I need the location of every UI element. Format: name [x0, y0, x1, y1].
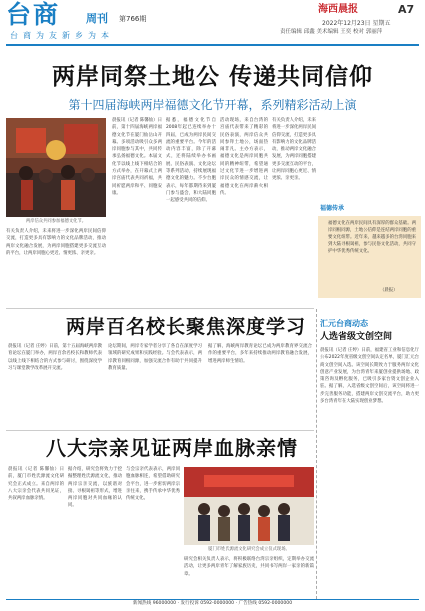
story3-photo-caption: 厦门市姓氏源流文化研究会成立仪式现场。	[208, 547, 290, 552]
story1-column-1: 晨报讯（记者 陈馨仙）日前，第十四届海峡两岸福德文化节在厦门仙岳山开幕。多项活动吸引众多两岸同胞参与其中，共同传承弘扬福德文化。本届文化节以线上线下相结合的方式举办，在开幕式上两岸宫庙代表共同祈福，共同祈愿两岸和平、同胞安康。	[112, 118, 162, 196]
masthead-title: 台商	[6, 0, 61, 29]
story3-column-2: 据介绍，研究会将致力于挖掘整理姓氏源流文化，推动两岸宗亲交流，以族谱对接、寻根谒祖等形式，增进两岸同胞对共同血缘的认同。	[68, 467, 122, 509]
page-number: A7	[398, 3, 415, 16]
sidebar-sign: （晨报）	[380, 288, 398, 293]
section-divider	[6, 308, 314, 309]
story1-headline: 两岸同祭土地公 传递共同信仰	[51, 64, 373, 90]
story3-photo	[184, 467, 314, 545]
masthead-rule	[6, 44, 419, 46]
sidebar-label: 福德传承	[320, 205, 345, 212]
section-divider	[6, 430, 314, 431]
story3-column-3: 与会宗亲代表表示，两岸同胞血脉相连，希望借助研究会平台，进一步密切两岸宗亲往来，携手传承中华优秀传统文化。	[126, 467, 180, 502]
story2-column-3: 据了解，海峡两岸教育论坛已成为两岸教育界交流合作的重要平台，多年来持续推动两岸教育融合发展，增进两岸师生情谊。	[208, 344, 312, 364]
story2-headline: 两岸百名校长聚焦深度学习	[66, 316, 307, 338]
story3-column-1: 晨报讯（记者 陈馨仙）日前，厦门市姓氏源流文化研究会正式成立。来自两岸的八大宗亲会代表共同见证，共叙两岸血脉亲情。	[8, 467, 64, 502]
story2-column-2: 论坛期间，两岸专家学者分享了各自在深度学习领域的研究成果和实践经验。与会代表表示，两岸教育同根同源，加强交流合作有助于共同提升教育质量。	[108, 344, 202, 371]
story1-subheadline: 第十四届海峡两岸福德文化节开幕，系列精彩活动上演	[68, 98, 357, 112]
masthead-edition: 第766期	[119, 15, 147, 23]
masthead-tagline: 台商为友新乡为本	[10, 31, 114, 40]
story1-photo	[6, 118, 106, 217]
story1-column-2: 据悉，福德文化节自2008年起已连续举办十四届，已成为两岸民间交流的重要平台。今年的活动内容丰富，除了开幕式，还将陆续举办书画展、民俗表演、文化论坛等系列活动，持续展现福德文化的魅力。不少台胞表示，每年都期待来到厦门参与盛会，和大陆同胞一起感受共同的信仰。	[166, 118, 216, 204]
story2-column-1: 晨报讯（记者 庄婷）日前，第十五届海峡两岸教育论坛在厦门举办，两岸百余名校长和教师代表以线上线下相结合的方式参与研讨，围绕深度学习与课堂教学改革展开交流。	[8, 344, 102, 371]
brief-label: 汇元台商动态	[320, 319, 368, 328]
story3-column-4: 研究会相关负责人表示，将积极联络台湾宗亲组织，定期举办交流活动，让更多两岸青年了解家族历史，共同书写两岸一家亲的新篇章。	[184, 557, 314, 577]
masthead	[0, 0, 425, 50]
brief-text: 晨报讯（记者 庄婷）日前，福建省工业和信息化厅公布2022年度省级文创空间认定名单，厦门汇元台商文创空间入选。该空间长期致力于服务两岸文化创意产业发展，为台湾青年来厦创业提供场地、政策咨询及孵化服务，已吸引多家台资文创企业入驻。据了解，入选省级文创空间后，该空间将进一步完善服务功能，搭建两岸文创交流平台，助力更多台湾青年在大陆实现创业梦想。	[320, 348, 419, 405]
story1-column-4: 有关负责人介绍，未来将进一步深化两岸民间信仰交流，打造更多具有影响力的文化品牌活动，推动两岸文化融合发展，为两岸同胞搭建更多交流互动的平台，让两岸同胞心更近、情更浓、亲更亲。	[272, 118, 316, 182]
brief-title: 人选省级文创空间	[320, 332, 393, 342]
page-footer: 新闻热线 96000000 · 发行投诉 0592-0000000 · 广告热线 0592-0000000	[6, 599, 419, 608]
issue-date: 2022年12月23日 星期五	[322, 20, 391, 27]
sidebar-text: 福德文化在两岸民间具有深厚的群众基础。两岸同根同源，土地公信仰是连结两岸同胞的重要文化纽带。近年来，越来越多的台湾同胞来到大陆寻根谒祖，参与民俗文化活动，共同守护中华优秀传统文化。	[328, 221, 416, 254]
editor-credits: 责任编辑 邱鑫 美术编辑 王奕 校对 郭丽萍	[280, 29, 383, 35]
masthead-weekly: 周刊	[86, 12, 108, 25]
story1-column-3: 活动现场，来自台湾的宫庙代表带来了精彩的民俗表演，两岸信众共同参拜土地公，场面热闹非凡。主办方表示，福德文化是两岸同胞共同的精神纽带，希望通过文化节进一步增进两岸民众的情感交流，让福德文化在两岸薪火相传。	[220, 118, 268, 196]
story3-headline: 八大宗亲见证两岸血脉亲情	[46, 436, 298, 460]
story1-photo-caption: 两岸信众共同参加福德文化节。	[25, 219, 87, 224]
story1-column-lower: 有关负责人介绍，未来将进一步深化两岸民间信仰交流，打造更多具有影响力的文化品牌活动，推动两岸文化融合发展，为两岸同胞搭建更多交流互动的平台，让两岸同胞心更近、情更浓、亲更亲。	[6, 229, 106, 256]
newspaper-logo: 海西晨报	[318, 4, 358, 15]
